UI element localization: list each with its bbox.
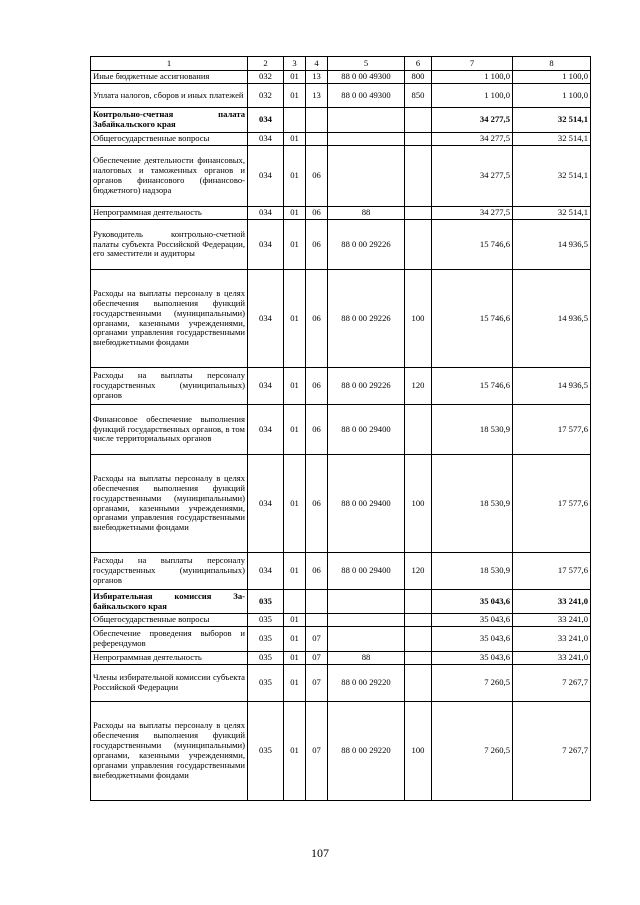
target-article-cell bbox=[328, 590, 405, 614]
subsection-cell: 06 bbox=[306, 207, 328, 220]
item-name-cell bbox=[91, 455, 248, 553]
subsection-cell bbox=[306, 614, 328, 627]
section-cell bbox=[284, 108, 306, 133]
grbs-cell: 035 bbox=[248, 614, 284, 627]
section-cell: 01 bbox=[284, 368, 306, 405]
amount-year1-cell: 15 746,6 bbox=[432, 368, 513, 405]
expense-type-cell bbox=[405, 207, 432, 220]
grbs-cell: 035 bbox=[248, 627, 284, 652]
table-row bbox=[91, 207, 591, 220]
section-cell: 01 bbox=[284, 71, 306, 84]
expense-type-cell bbox=[405, 146, 432, 207]
grbs-cell: 035 bbox=[248, 590, 284, 614]
item-name-text: Непрограммная деятельность bbox=[93, 207, 202, 218]
grbs-cell: 034 bbox=[248, 108, 284, 133]
amount-year1-cell: 35 043,6 bbox=[432, 652, 513, 665]
amount-year2-cell: 32 514,1 bbox=[513, 207, 591, 220]
target-article-cell bbox=[328, 133, 405, 146]
amount-year1-cell: 34 277,5 bbox=[432, 146, 513, 207]
amount-year1-cell: 35 043,6 bbox=[432, 590, 513, 614]
item-name-text: Непрограммная деятельность bbox=[93, 652, 202, 663]
expense-type-cell bbox=[405, 665, 432, 702]
item-name-cell bbox=[91, 627, 248, 652]
section-cell: 01 bbox=[284, 270, 306, 368]
table-row bbox=[91, 455, 591, 553]
section-cell: 01 bbox=[284, 146, 306, 207]
target-article-cell bbox=[328, 614, 405, 627]
target-article-cell: 88 0 00 29400 bbox=[328, 553, 405, 590]
amount-year1-cell: 35 043,6 bbox=[432, 614, 513, 627]
item-name-text: Уплата налогов, сборов и иных платежей bbox=[93, 89, 244, 100]
expense-type-cell: 100 bbox=[405, 702, 432, 801]
section-cell: 01 bbox=[284, 614, 306, 627]
section-cell: 01 bbox=[284, 133, 306, 146]
amount-year2-cell: 33 241,0 bbox=[513, 627, 591, 652]
table-row bbox=[91, 220, 591, 270]
item-name-cell bbox=[91, 108, 248, 133]
amount-year2-cell: 32 514,1 bbox=[513, 108, 591, 133]
amount-year2-cell: 7 267,7 bbox=[513, 702, 591, 801]
target-article-cell: 88 0 00 29220 bbox=[328, 665, 405, 702]
amount-year2-cell: 17 577,6 bbox=[513, 405, 591, 455]
target-article-cell bbox=[328, 627, 405, 652]
subsection-cell: 07 bbox=[306, 627, 328, 652]
amount-year2-cell: 17 577,6 bbox=[513, 553, 591, 590]
item-name-cell bbox=[91, 146, 248, 207]
target-article-cell: 88 0 00 29400 bbox=[328, 405, 405, 455]
item-name-cell bbox=[91, 368, 248, 405]
table-row bbox=[91, 652, 591, 665]
item-name-text: Общегосударственные вопросы bbox=[93, 614, 210, 625]
table-row bbox=[91, 270, 591, 368]
amount-year2-cell: 33 241,0 bbox=[513, 590, 591, 614]
item-name-cell bbox=[91, 405, 248, 455]
subsection-cell: 07 bbox=[306, 652, 328, 665]
grbs-cell: 034 bbox=[248, 405, 284, 455]
item-name-text: Избирательная комиссия Забайкальского края bbox=[93, 590, 245, 611]
amount-year2-cell: 32 514,1 bbox=[513, 133, 591, 146]
item-name-text: Иные бюджетные ассигнования bbox=[93, 71, 210, 82]
target-article-cell: 88 bbox=[328, 652, 405, 665]
table-row bbox=[91, 553, 591, 590]
subsection-cell bbox=[306, 108, 328, 133]
grbs-cell: 032 bbox=[248, 71, 284, 84]
target-article-cell: 88 0 00 29226 bbox=[328, 368, 405, 405]
expense-type-cell bbox=[405, 405, 432, 455]
section-cell: 01 bbox=[284, 405, 306, 455]
grbs-cell: 034 bbox=[248, 368, 284, 405]
item-name-text: Контрольно-счетная палата Забайкальского края bbox=[93, 109, 245, 129]
item-name-cell bbox=[91, 220, 248, 270]
section-cell: 01 bbox=[284, 665, 306, 702]
header-cell: 8 bbox=[513, 57, 591, 71]
amount-year2-cell: 1 100,0 bbox=[513, 84, 591, 108]
expense-type-cell: 850 bbox=[405, 84, 432, 108]
grbs-cell: 034 bbox=[248, 270, 284, 368]
grbs-cell: 034 bbox=[248, 207, 284, 220]
item-name-cell bbox=[91, 553, 248, 590]
amount-year2-cell: 32 514,1 bbox=[513, 146, 591, 207]
table-row bbox=[91, 665, 591, 702]
amount-year2-cell: 17 577,6 bbox=[513, 455, 591, 553]
item-name-cell bbox=[91, 665, 248, 702]
target-article-cell: 88 0 00 29226 bbox=[328, 220, 405, 270]
grbs-cell: 034 bbox=[248, 553, 284, 590]
table-row bbox=[91, 71, 591, 84]
amount-year1-cell: 34 277,5 bbox=[432, 207, 513, 220]
header-cell: 1 bbox=[91, 57, 248, 71]
amount-year2-cell: 14 936,5 bbox=[513, 220, 591, 270]
amount-year2-cell: 14 936,5 bbox=[513, 270, 591, 368]
item-name-text: Расходы на выплаты персоналу государственных (муниципальных) органов bbox=[93, 555, 245, 585]
subsection-cell: 06 bbox=[306, 455, 328, 553]
amount-year2-cell: 7 267,7 bbox=[513, 665, 591, 702]
item-name-cell bbox=[91, 702, 248, 801]
amount-year1-cell: 7 260,5 bbox=[432, 665, 513, 702]
table-header-row bbox=[91, 57, 591, 71]
table-row bbox=[91, 133, 591, 146]
target-article-cell: 88 0 00 29220 bbox=[328, 702, 405, 801]
expense-type-cell bbox=[405, 627, 432, 652]
section-cell: 01 bbox=[284, 84, 306, 108]
table-row bbox=[91, 368, 591, 405]
item-name-text: Члены избирательной комиссии субъекта Российской Федерации bbox=[93, 672, 245, 692]
subsection-cell: 06 bbox=[306, 405, 328, 455]
target-article-cell bbox=[328, 108, 405, 133]
amount-year1-cell: 18 530,9 bbox=[432, 405, 513, 455]
target-article-cell: 88 0 00 49300 bbox=[328, 71, 405, 84]
item-name-cell bbox=[91, 614, 248, 627]
table-row bbox=[91, 84, 591, 108]
target-article-cell: 88 0 00 29400 bbox=[328, 455, 405, 553]
header-cell: 3 bbox=[284, 57, 306, 71]
grbs-cell: 035 bbox=[248, 665, 284, 702]
item-name-cell bbox=[91, 652, 248, 665]
amount-year1-cell: 18 530,9 bbox=[432, 553, 513, 590]
section-cell: 01 bbox=[284, 553, 306, 590]
amount-year1-cell: 34 277,5 bbox=[432, 108, 513, 133]
grbs-cell: 034 bbox=[248, 146, 284, 207]
item-name-cell bbox=[91, 84, 248, 108]
expense-type-cell: 120 bbox=[405, 553, 432, 590]
amount-year1-cell: 15 746,6 bbox=[432, 220, 513, 270]
subsection-cell: 06 bbox=[306, 368, 328, 405]
item-name-text: Финансовое обеспечение выполнения функций государственных органов, в том числе территориальных органов bbox=[93, 413, 245, 444]
expense-type-cell bbox=[405, 614, 432, 627]
subsection-cell: 06 bbox=[306, 220, 328, 270]
item-name-cell bbox=[91, 207, 248, 220]
section-cell bbox=[284, 590, 306, 614]
item-name-text: Расходы на выплаты персоналу в целях обеспечения выполнения функций государственными (муниципальными) органами, казенными учреждениями, органами управления государственными внебюджетными фондами bbox=[93, 287, 245, 348]
amount-year1-cell: 18 530,9 bbox=[432, 455, 513, 553]
table-row bbox=[91, 614, 591, 627]
grbs-cell: 035 bbox=[248, 652, 284, 665]
section-cell: 01 bbox=[284, 455, 306, 553]
item-name-text: Руководитель контрольно-счетной палаты субъекта Российской Федерации, его заместители и аудиторы bbox=[93, 228, 245, 259]
subsection-cell: 06 bbox=[306, 270, 328, 368]
amount-year1-cell: 34 277,5 bbox=[432, 133, 513, 146]
target-article-cell bbox=[328, 146, 405, 207]
subsection-cell: 06 bbox=[306, 146, 328, 207]
section-cell: 01 bbox=[284, 220, 306, 270]
expense-type-cell bbox=[405, 133, 432, 146]
page-number: 107 bbox=[311, 846, 329, 860]
grbs-cell: 034 bbox=[248, 455, 284, 553]
item-name-text: Обеспечение деятельности финансовых, налоговых и таможенных органов и органов финансового (финансово-бюджетного) надзора bbox=[93, 155, 245, 195]
subsection-cell: 07 bbox=[306, 665, 328, 702]
subsection-cell bbox=[306, 133, 328, 146]
grbs-cell: 035 bbox=[248, 702, 284, 801]
table-row bbox=[91, 702, 591, 801]
section-cell: 01 bbox=[284, 627, 306, 652]
amount-year2-cell: 33 241,0 bbox=[513, 652, 591, 665]
expense-type-cell: 100 bbox=[405, 455, 432, 553]
item-name-text: Расходы на выплаты персоналу государственных (муниципальных) органов bbox=[93, 370, 245, 400]
header-cell: 4 bbox=[306, 57, 328, 71]
expense-type-cell: 100 bbox=[405, 270, 432, 368]
expense-type-cell bbox=[405, 652, 432, 665]
header-cell: 2 bbox=[248, 57, 284, 71]
budget-table bbox=[90, 56, 591, 801]
target-article-cell: 88 bbox=[328, 207, 405, 220]
amount-year1-cell: 1 100,0 bbox=[432, 71, 513, 84]
target-article-cell: 88 0 00 49300 bbox=[328, 84, 405, 108]
table-row bbox=[91, 146, 591, 207]
item-name-text: Расходы на выплаты персоналу в целях обеспечения выполнения функций государственными (муниципальными) органами, казенными учреждениями, органами управления государственными внебюджетными фондами bbox=[93, 472, 245, 533]
section-cell: 01 bbox=[284, 652, 306, 665]
table-row bbox=[91, 108, 591, 133]
item-name-cell bbox=[91, 71, 248, 84]
section-cell: 01 bbox=[284, 207, 306, 220]
subsection-cell: 13 bbox=[306, 71, 328, 84]
item-name-text: Общегосударственные вопросы bbox=[93, 133, 210, 144]
table-row bbox=[91, 627, 591, 652]
grbs-cell: 034 bbox=[248, 133, 284, 146]
amount-year1-cell: 1 100,0 bbox=[432, 84, 513, 108]
expense-type-cell bbox=[405, 590, 432, 614]
table-row bbox=[91, 405, 591, 455]
amount-year1-cell: 7 260,5 bbox=[432, 702, 513, 801]
section-cell: 01 bbox=[284, 702, 306, 801]
header-cell: 5 bbox=[328, 57, 405, 71]
expense-type-cell: 120 bbox=[405, 368, 432, 405]
amount-year2-cell: 1 100,0 bbox=[513, 71, 591, 84]
subsection-cell: 07 bbox=[306, 702, 328, 801]
expense-type-cell bbox=[405, 108, 432, 133]
target-article-cell: 88 0 00 29226 bbox=[328, 270, 405, 368]
subsection-cell: 06 bbox=[306, 553, 328, 590]
header-cell: 7 bbox=[432, 57, 513, 71]
grbs-cell: 032 bbox=[248, 84, 284, 108]
table-row bbox=[91, 590, 591, 614]
subsection-cell: 13 bbox=[306, 84, 328, 108]
expense-type-cell: 800 bbox=[405, 71, 432, 84]
item-name-cell bbox=[91, 270, 248, 368]
subsection-cell bbox=[306, 590, 328, 614]
item-name-cell bbox=[91, 133, 248, 146]
amount-year1-cell: 15 746,6 bbox=[432, 270, 513, 368]
amount-year1-cell: 35 043,6 bbox=[432, 627, 513, 652]
amount-year2-cell: 14 936,5 bbox=[513, 368, 591, 405]
item-name-text: Обеспечение проведения выборов и референдумов bbox=[93, 628, 245, 648]
amount-year2-cell: 33 241,0 bbox=[513, 614, 591, 627]
item-name-cell bbox=[91, 590, 248, 614]
expense-type-cell bbox=[405, 220, 432, 270]
header-cell: 6 bbox=[405, 57, 432, 71]
item-name-text: Расходы на выплаты персоналу в целях обеспечения выполнения функций государственными (муниципальными) органами, казенными учреждениями, органами управления государственными внебюджетными фондами bbox=[93, 720, 245, 780]
grbs-cell: 034 bbox=[248, 220, 284, 270]
